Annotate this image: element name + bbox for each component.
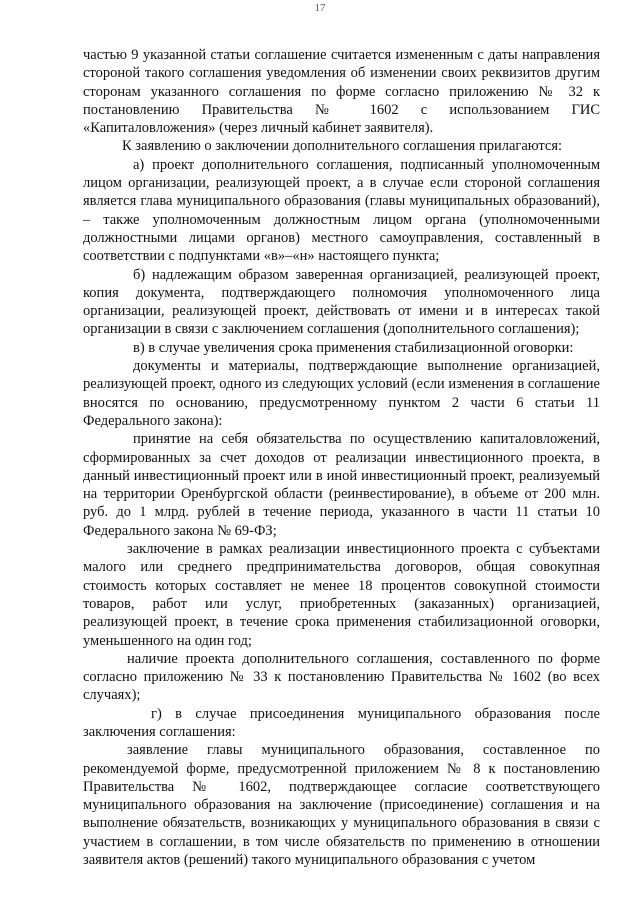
paragraph-5: в) в случае увеличения срока применения стабилизационной оговорки: bbox=[133, 339, 574, 356]
paragraph-8: заключение в рамках реализации инвестиционного проекта с субъектами малого или среднего предпринимательства договоров, общая совокупная стоимость которых составляет не менее 18 процентов совокупной стоимости товаров, работ или услуг, приобретенных (заказанных) организацией, реализующей проект, в течение срока применения стабилизационной оговорки, уменьшенного на один год; bbox=[83, 541, 600, 649]
document-body bbox=[83, 46, 600, 869]
paragraph-10: г) в случае присоединения муниципального образования после заключения соглашения: bbox=[83, 705, 600, 740]
paragraph-6: документы и материалы, подтверждающие выполнение организацией, реализующей проект, одного из следующих условий (если изменения в соглашение вносятся по основанию, предусмотренному пунктом 2 части 6 статьи 11 Федерального закона): bbox=[83, 358, 600, 429]
paragraph-2: К заявлению о заключении дополнительного соглашения прилагаются: bbox=[122, 138, 563, 155]
page-number: 17 bbox=[314, 2, 326, 14]
paragraph-7: принятие на себя обязательства по осуществлению капиталовложений, сформированных за счет доходов от реализации инвестиционного проекта, в данный инвестиционный проект или в иной инвестиционный проект, реализуемый на территории Оренбургской области (реинвестирование), в объеме от 200 млн. руб. до 1 млрд. рублей в течение периода, указанного в части 11 статьи 10 Федерального закона № 69-ФЗ; bbox=[83, 431, 600, 539]
paragraph-1: частью 9 указанной статьи соглашение считается измененным с даты направления стороной такого соглашения уведомления об изменении своих реквизитов другим сторонам указанного соглашения по форме согласно приложению № 32 к постановлению Правительства № 1602 с использованием ГИС «Капиталовложения» (через личный кабинет заявителя). bbox=[83, 47, 600, 137]
paragraph-9: наличие проекта дополнительного соглашения, составленного по форме согласно приложению № 33 к постановлению Правительства № 1602 (во всех случаях); bbox=[83, 650, 600, 704]
paragraph-11: заявление главы муниципального образования, составленное по рекомендуемой форме, предусмотренной приложением № 8 к постановлению Правительства № 1602, подтверждающее согласие соответствующего муниципального образования на заключение (присоединение) соглашения и на выполнение обязательств, возникающих у муниципального образования в связи с участием в соглашении, в том числе обязательств по применению в отношении заявителя актов (решений) такого муниципального образования с учетом bbox=[83, 742, 600, 869]
paragraph-4: б) надлежащим образом заверенная организацией, реализующей проект, копия документа, подтверждающего полномочия уполномоченного лица организации, реализующей проект, действовать от имени и в интересах такой организации в связи с заключением соглашения (дополнительного соглашения); bbox=[83, 266, 600, 338]
paragraph-3: а) проект дополнительного соглашения, подписанный уполномоченным лицом организации, реализующей проект, а в случае если стороной соглашения является глава муниципального образования (главы муниципальных образований), – также уполномоченным должностным лицом органа (уполномоченными должностными лицами органов) местного самоуправления, составленный в соответствии с подпунктами «в»–«н» настоящего пункта; bbox=[83, 156, 600, 265]
